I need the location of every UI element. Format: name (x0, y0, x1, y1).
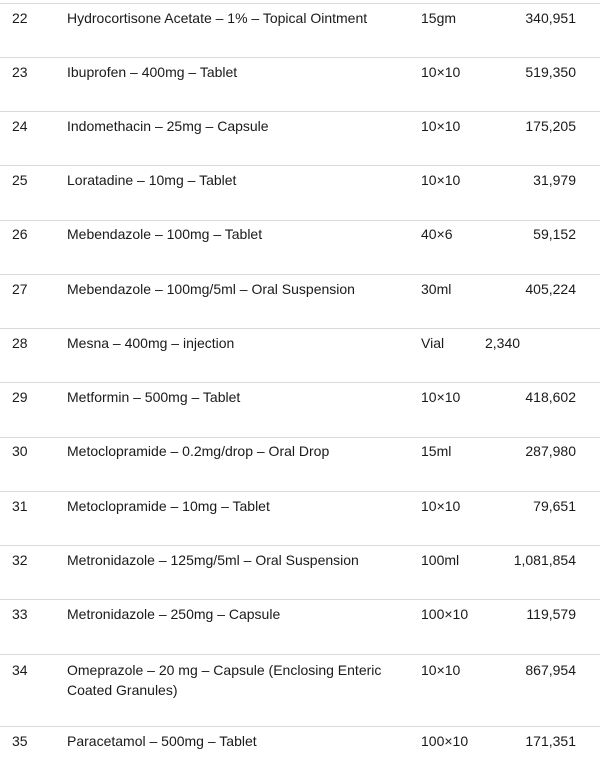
pack-size: 100×10 (421, 733, 469, 749)
row-number: 27 (12, 281, 28, 297)
quantity: 175,205 (525, 118, 576, 134)
quantity: 867,954 (525, 662, 576, 678)
row-divider (0, 57, 600, 58)
drug-name: Ibuprofen – 400mg – Tablet (67, 64, 238, 80)
quantity: 31,979 (533, 172, 576, 188)
quantity: 119,579 (526, 606, 576, 622)
quantity: 287,980 (525, 443, 576, 459)
drug-name: Mebendazole – 100mg – Tablet (67, 226, 263, 242)
drug-name: Metronidazole – 250mg – Capsule (67, 606, 281, 622)
row-number: 28 (12, 335, 28, 351)
row-divider (0, 726, 600, 727)
row-number: 32 (12, 552, 28, 568)
quantity: 418,602 (525, 389, 576, 405)
pack-size: 10×10 (421, 498, 461, 514)
row-divider (0, 3, 600, 4)
drug-name: Mebendazole – 100mg/5ml – Oral Suspension (67, 281, 355, 297)
pack-size: 15ml (421, 443, 452, 459)
quantity: 2,340 (485, 335, 521, 351)
pack-size: 100ml (421, 552, 460, 568)
row-divider (0, 111, 600, 112)
quantity: 59,152 (533, 226, 576, 242)
row-divider (0, 382, 600, 383)
quantity: 79,651 (533, 498, 576, 514)
quantity: 1,081,854 (513, 552, 576, 568)
pack-size: 10×10 (421, 662, 461, 678)
pack-size: 10×10 (421, 172, 461, 188)
drug-name: Omeprazole – 20 mg – Capsule (Enclosing Enteric Coated Granules) (67, 662, 382, 698)
drug-name: Hydrocortisone Acetate – 1% – Topical Ointment (67, 10, 368, 26)
row-divider (0, 274, 600, 275)
pack-size: 30ml (421, 281, 452, 297)
pack-size: 15gm (421, 10, 457, 26)
row-number: 24 (12, 118, 28, 134)
row-number: 29 (12, 389, 28, 405)
row-number: 23 (12, 64, 28, 80)
pack-size: Vial (421, 335, 445, 351)
quantity: 340,951 (525, 10, 576, 26)
drug-name: Metformin – 500mg – Tablet (67, 389, 241, 405)
drug-name: Paracetamol – 500mg – Tablet (67, 733, 257, 749)
quantity: 171,351 (525, 733, 576, 749)
drug-name: Indomethacin – 25mg – Capsule (67, 118, 269, 134)
row-divider (0, 545, 600, 546)
drug-name: Mesna – 400mg – injection (67, 335, 235, 351)
drug-name: Metronidazole – 125mg/5ml – Oral Suspension (67, 552, 359, 568)
drug-name: Metoclopramide – 10mg – Tablet (67, 498, 270, 514)
row-divider (0, 654, 600, 655)
row-number: 25 (12, 172, 28, 188)
pack-size: 10×10 (421, 118, 461, 134)
row-divider (0, 437, 600, 438)
row-number: 31 (12, 498, 28, 514)
pack-size: 10×10 (421, 64, 461, 80)
row-divider (0, 491, 600, 492)
row-number: 33 (12, 606, 28, 622)
row-number: 30 (12, 443, 28, 459)
row-divider (0, 165, 600, 166)
pack-size: 100×10 (421, 606, 469, 622)
row-divider (0, 220, 600, 221)
row-number: 35 (12, 733, 28, 749)
drug-name: Loratadine – 10mg – Tablet (67, 172, 237, 188)
row-divider (0, 328, 600, 329)
row-number: 26 (12, 226, 28, 242)
quantity: 519,350 (525, 64, 576, 80)
drug-name: Metoclopramide – 0.2mg/drop – Oral Drop (67, 443, 330, 459)
quantity: 405,224 (525, 281, 576, 297)
row-number: 22 (12, 10, 28, 26)
pack-size: 40×6 (421, 226, 453, 242)
pack-size: 10×10 (421, 389, 461, 405)
row-number: 34 (12, 662, 28, 678)
row-divider (0, 599, 600, 600)
